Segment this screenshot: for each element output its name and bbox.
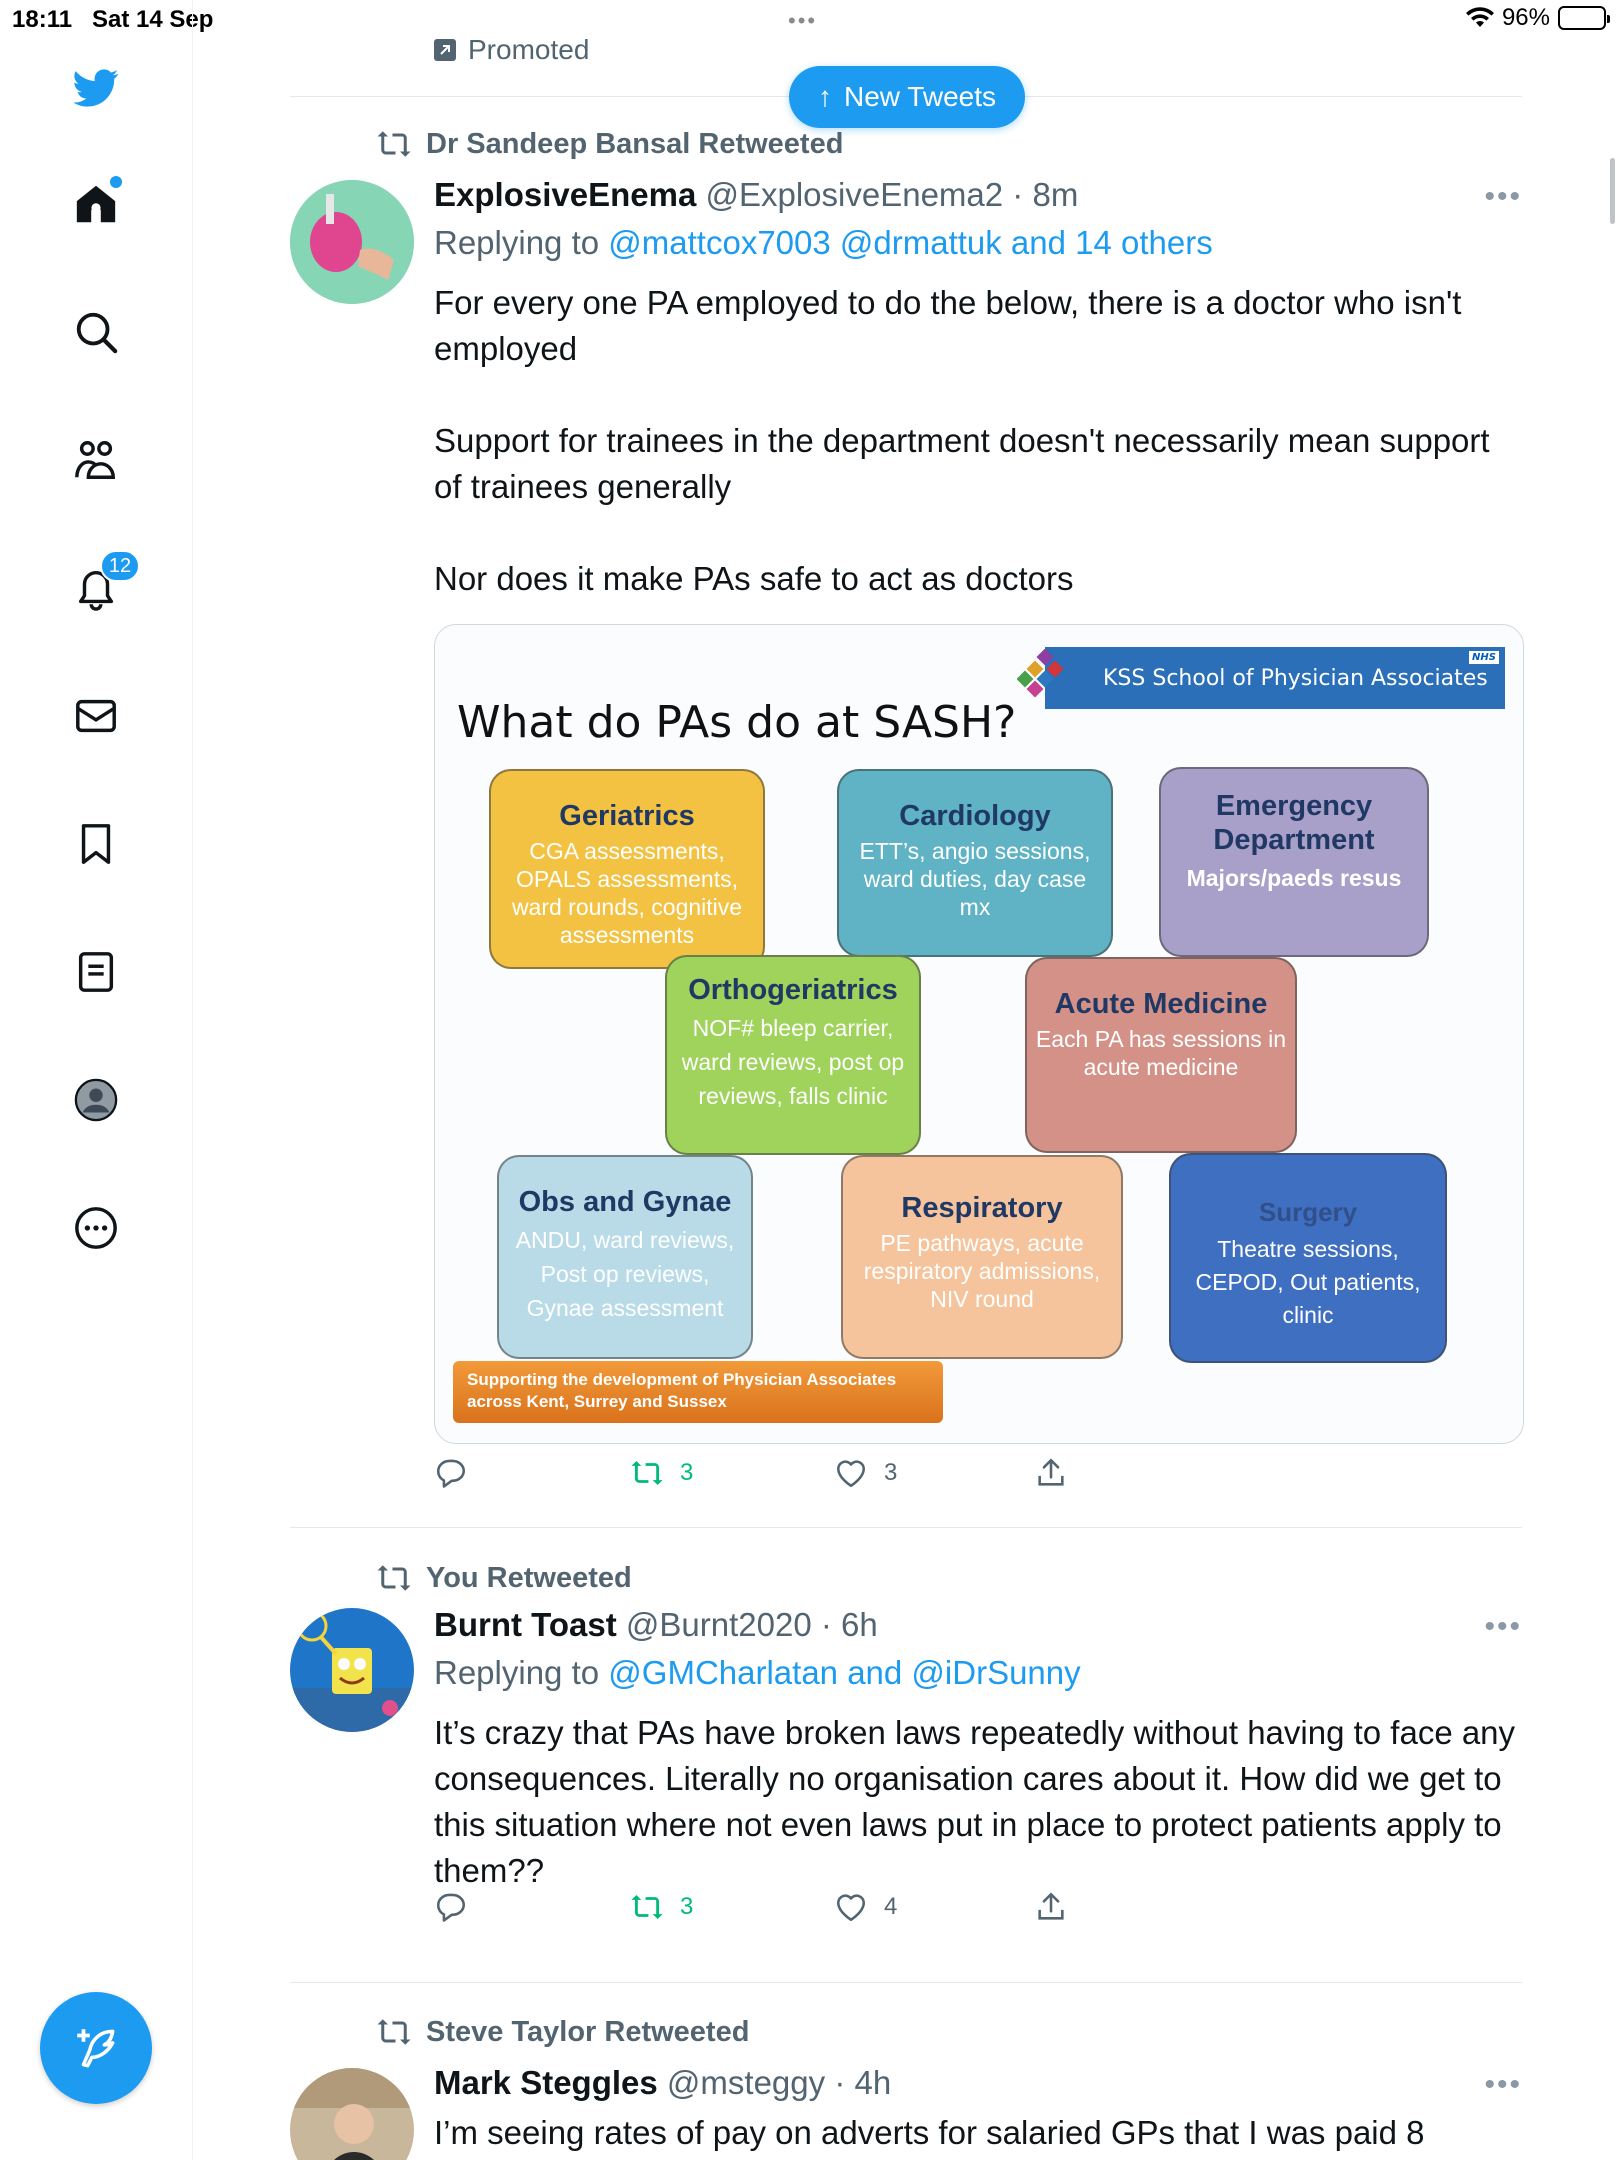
- box-title: Obs and Gynae: [518, 1186, 732, 1218]
- share-button[interactable]: [1034, 1890, 1068, 1924]
- notifications-icon[interactable]: [64, 554, 132, 620]
- box-desc: PE pathways, acute respiratory admissions, NIV round: [863, 1230, 1101, 1312]
- retweet-button[interactable]: [630, 1890, 693, 1924]
- like-count: 4: [884, 1893, 898, 1920]
- retweeted-by-text: You Retweeted: [426, 1561, 632, 1594]
- promoted-label: [434, 34, 589, 66]
- new-tweets-button[interactable]: [789, 66, 1025, 128]
- tweet-text: [434, 2110, 1524, 2156]
- notifications-badge: 12: [100, 550, 140, 582]
- sidebar: [0, 0, 193, 2160]
- kss-org-name: KSS School of Physician Associates: [1103, 665, 1488, 691]
- share-button[interactable]: [1034, 1456, 1068, 1490]
- like-button[interactable]: [834, 1456, 897, 1490]
- box-orthogeriatrics: [665, 955, 921, 1155]
- tweet-paragraph: Support for trainees in the department doesn't necessarily mean support of trainees generally: [434, 422, 1490, 505]
- profile-icon[interactable]: [64, 1068, 128, 1132]
- tweet-image[interactable]: [434, 624, 1524, 1444]
- avatar[interactable]: [290, 180, 414, 304]
- replying-to: [434, 1654, 1081, 1692]
- box-desc: NOF# bleep carrier, ward reviews, post op reviews, falls clinic: [681, 1015, 905, 1109]
- bookmarks-icon[interactable]: [64, 812, 128, 876]
- tweet-paragraph: It’s crazy that PAs have broken laws repeatedly without having to face any consequences. Literally no organisation cares about it. How did we get to this situation where not even laws put in place to protect patients apply to them??: [434, 1714, 1516, 1889]
- retweeted-by-text: Dr Sandeep Bansal Retweeted: [426, 127, 844, 160]
- communities-icon[interactable]: [64, 428, 128, 492]
- box-desc: CGA assessments, OPALS assessments, ward rounds, cognitive assessments: [511, 838, 743, 948]
- user-handle[interactable]: @Burnt2020: [625, 1606, 812, 1643]
- box-respiratory: [841, 1155, 1123, 1359]
- divider: [290, 1527, 1522, 1528]
- box-title: Emergency Department: [1213, 790, 1375, 856]
- status-bar: [0, 0, 1620, 40]
- box-title: Respiratory: [901, 1192, 1063, 1224]
- tweet-actions: [434, 1456, 1094, 1496]
- box-title: Geriatrics: [559, 800, 695, 832]
- multitasking-dots-icon[interactable]: •••: [788, 8, 818, 33]
- box-surgery: [1169, 1153, 1447, 1363]
- compose-tweet-button[interactable]: [40, 1992, 152, 2104]
- scrollbar[interactable]: [1610, 158, 1615, 224]
- replying-links[interactable]: @GMCharlatan and @iDrSunny: [608, 1654, 1081, 1691]
- box-cardiology: [837, 769, 1113, 957]
- status-date: Sat 14 Sep: [92, 6, 214, 33]
- share-icon: [1034, 1456, 1068, 1490]
- display-name[interactable]: Mark Steggles: [434, 2064, 658, 2101]
- battery-icon: [1558, 6, 1606, 30]
- box-title: Surgery: [1258, 1197, 1358, 1227]
- new-tweets-label: New Tweets: [844, 81, 996, 112]
- box-acute-medicine: [1025, 957, 1297, 1153]
- retweet-button[interactable]: [630, 1456, 693, 1490]
- display-name[interactable]: Burnt Toast: [434, 1606, 617, 1643]
- more-options-icon[interactable]: •••: [1484, 2068, 1522, 2101]
- box-title: Orthogeriatrics: [688, 974, 898, 1006]
- reply-button[interactable]: [434, 1890, 468, 1924]
- more-options-icon[interactable]: •••: [1484, 1610, 1522, 1643]
- box-title: Cardiology: [899, 800, 1051, 832]
- box-obs-gynae: [497, 1155, 753, 1359]
- retweeted-by: [376, 2014, 749, 2050]
- tweet-paragraph: For every one PA employed to do the below, there is a doctor who isn't employed: [434, 284, 1462, 367]
- slide-title: What do PAs do at SASH?: [457, 697, 1017, 748]
- box-desc: Majors/paeds resus: [1186, 865, 1402, 891]
- arrow-up-icon: ↑: [818, 81, 832, 112]
- avatar[interactable]: [290, 2068, 414, 2160]
- box-desc: Theatre sessions, CEPOD, Out patients, clinic: [1195, 1236, 1421, 1328]
- status-right: [1466, 4, 1606, 32]
- box-desc: ANDU, ward reviews, Post op reviews, Gynae assessment: [515, 1227, 735, 1321]
- reply-icon: [434, 1890, 468, 1924]
- tweet-time[interactable]: 6h: [841, 1606, 878, 1643]
- replying-links[interactable]: @mattcox7003 @drmattuk and 14 others: [608, 224, 1213, 261]
- search-icon[interactable]: [64, 300, 128, 364]
- retweet-count: 3: [680, 1459, 694, 1486]
- wifi-icon: [1466, 7, 1494, 29]
- tweet-text: [434, 1710, 1524, 1894]
- tweet-header: [434, 2064, 891, 2102]
- more-options-icon[interactable]: •••: [1484, 180, 1522, 213]
- like-count: 3: [884, 1459, 898, 1486]
- retweet-icon: [376, 126, 412, 162]
- status-time: 18:11: [12, 6, 73, 33]
- lists-icon[interactable]: [64, 940, 128, 1004]
- box-emergency: [1159, 767, 1429, 957]
- retweet-count: 3: [680, 1893, 694, 1920]
- nhs-logo: NHS: [1469, 651, 1499, 664]
- promoted-icon: [434, 39, 456, 61]
- retweeted-by: [376, 1560, 632, 1596]
- avatar[interactable]: [290, 1608, 414, 1732]
- user-handle[interactable]: @ExplosiveEnema2: [705, 176, 1004, 213]
- user-handle[interactable]: @msteggy: [666, 2064, 826, 2101]
- reply-button[interactable]: [434, 1456, 468, 1490]
- battery-percent: 96%: [1501, 4, 1550, 31]
- kss-banner: [1045, 647, 1505, 709]
- share-icon: [1034, 1890, 1068, 1924]
- separator: ·: [1012, 176, 1024, 213]
- display-name[interactable]: ExplosiveEnema: [434, 176, 697, 213]
- home-icon[interactable]: [64, 172, 128, 236]
- tweet-paragraph: I’m seeing rates of pay on adverts for salaried GPs that I was paid 8: [434, 2114, 1425, 2151]
- messages-icon[interactable]: [64, 684, 128, 748]
- tweet-header: [434, 176, 1078, 214]
- slide-footer: Supporting the development of Physician Associates across Kent, Surrey and Sussex: [453, 1361, 943, 1423]
- box-geriatrics: [489, 769, 765, 969]
- home-new-dot: [110, 176, 122, 188]
- retweeted-by: [376, 126, 843, 162]
- retweet-icon: [630, 1890, 664, 1924]
- separator: ·: [820, 1606, 832, 1643]
- tweet-time[interactable]: 8m: [1032, 176, 1079, 213]
- replying-prefix: Replying to: [434, 1654, 600, 1691]
- twitter-bird-icon[interactable]: [64, 56, 128, 120]
- heart-icon: [834, 1890, 868, 1924]
- reply-icon: [434, 1456, 468, 1490]
- divider: [290, 1982, 1522, 1983]
- retweet-icon: [630, 1456, 664, 1490]
- tweet-actions: [434, 1890, 1094, 1930]
- retweeted-by-text: Steve Taylor Retweeted: [426, 2015, 750, 2048]
- tweet-time[interactable]: 4h: [854, 2064, 892, 2101]
- like-button[interactable]: [834, 1890, 897, 1924]
- box-desc: ETT’s, angio sessions, ward duties, day case mx: [859, 838, 1091, 920]
- heart-icon: [834, 1456, 868, 1490]
- tweet-paragraph: Nor does it make PAs safe to act as doctors: [434, 560, 1074, 597]
- compose-tweet-icon: [71, 2023, 121, 2073]
- more-icon[interactable]: [64, 1196, 128, 1260]
- replying-to: [434, 224, 1213, 262]
- box-desc: Each PA has sessions in acute medicine: [1035, 1026, 1287, 1080]
- replying-prefix: Replying to: [434, 224, 600, 261]
- tweet-header: [434, 1606, 878, 1644]
- box-title: Acute Medicine: [1054, 988, 1268, 1020]
- kss-logo-icon: [1017, 649, 1073, 705]
- retweet-icon: [376, 1560, 412, 1596]
- tweet-text: [434, 280, 1524, 602]
- retweet-icon: [376, 2014, 412, 2050]
- separator: ·: [834, 2064, 846, 2101]
- promoted-text: Promoted: [468, 34, 590, 65]
